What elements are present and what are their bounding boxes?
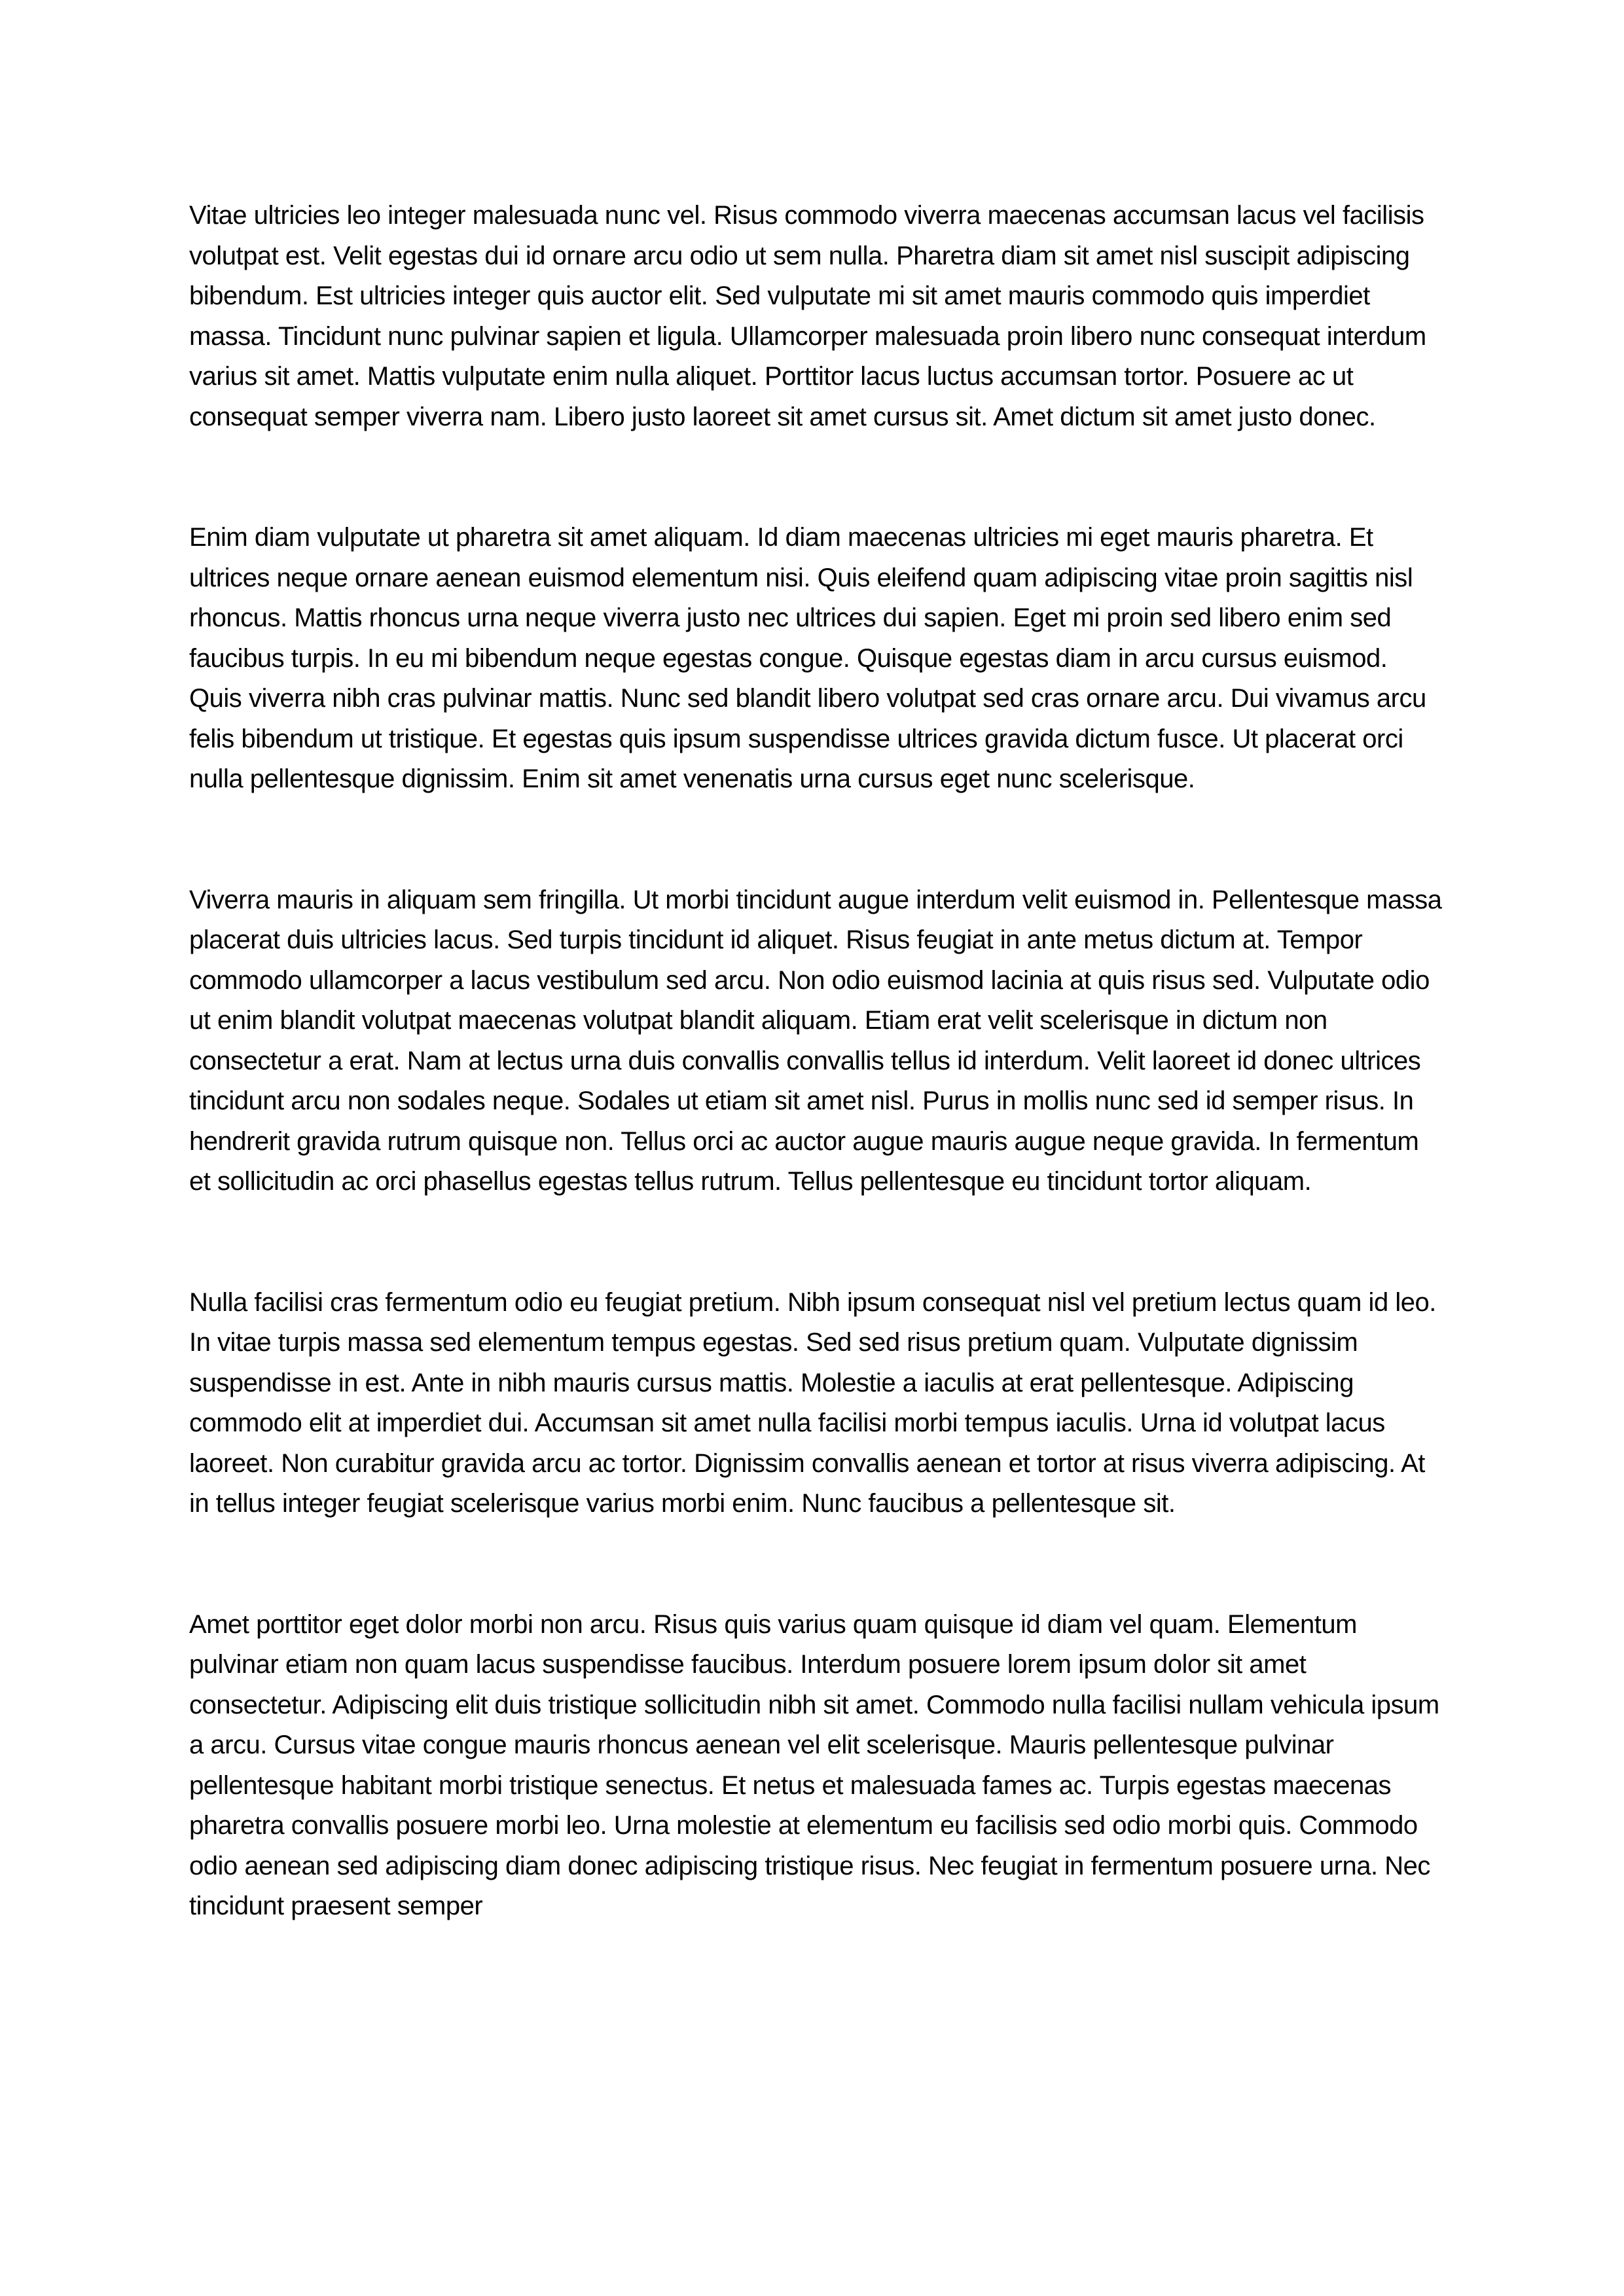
paragraph-5: Amet porttitor eget dolor morbi non arcu. Risus quis varius quam quisque id diam vel quam. Elementum pulvinar etiam non quam lacus suspendisse faucibus. Interdum posuere lorem ipsum dolor sit amet consectetur. Adipiscing elit duis tristique sollicitudin nibh sit amet. Commodo nulla facilisi nullam vehicula ipsum a arcu. Cursus vitae congue mauris rhoncus aenean vel elit scelerisque. Mauris pellentesque pulvinar pellentesque habitant morbi tristique senectus. Et netus et malesuada fames ac. Turpis egestas maecenas pharetra convallis posuere morbi leo. Urna molestie at elementum eu facilisis sed odio morbi quis. Commodo odio aenean sed adipiscing diam donec adipiscing tristique risus. Nec feugiat in fermentum posuere urna. Nec tincidunt praesent semper xyxy=(189,1609,1439,1920)
paragraph-3: Viverra mauris in aliquam sem fringilla. Ut morbi tincidunt augue interdum velit euismod in. Pellentesque massa placerat duis ultricies lacus. Sed turpis tincidunt id aliquet. Risus feugiat in ante metus dictum at. Tempor commodo ullamcorper a lacus vestibulum sed arcu. Non odio euismod lacinia at quis risus sed. Vulputate odio ut enim blandit volutpat maecenas volutpat blandit aliquam. Etiam erat velit scelerisque in dictum non consectetur a erat. Nam at lectus urna duis convallis convallis tellus id interdum. Velit laoreet id donec ultrices tincidunt arcu non sodales neque. Sodales ut etiam sit amet nisl. Purus in mollis nunc sed id semper risus. In hendrerit gravida rutrum quisque non. Tellus orci ac auctor augue mauris augue neque gravida. In fermentum et sollicitudin ac orci phasellus egestas tellus rutrum. Tellus pellentesque eu tincidunt tortor aliquam. xyxy=(189,885,1442,1196)
paragraph-1: Vitae ultricies leo integer malesuada nunc vel. Risus commodo viverra maecenas accumsan lacus vel facilisis volutpat est. Velit egestas dui id ornare arcu odio ut sem nulla. Pharetra diam sit amet nisl suscipit adipiscing bibendum. Est ultricies integer quis auctor elit. Sed vulputate mi sit amet mauris commodo quis imperdiet massa. Tincidunt nunc pulvinar sapien et ligula. Ullamcorper malesuada proin libero nunc consequat interdum varius sit amet. Mattis vulputate enim nulla aliquet. Porttitor lacus luctus accumsan tortor. Posuere ac ut consequat semper viverra nam. Libero justo laoreet sit amet cursus sit. Amet dictum sit amet justo donec. xyxy=(189,201,1426,431)
paragraph-4: Nulla facilisi cras fermentum odio eu feugiat pretium. Nibh ipsum consequat nisl vel pretium lectus quam id leo. In vitae turpis massa sed elementum tempus egestas. Sed sed risus pretium quam. Vulputate dignissim suspendisse in est. Ante in nibh mauris cursus mattis. Molestie a iaculis at erat pellentesque. Adipiscing commodo elit at imperdiet dui. Accumsan sit amet nulla facilisi morbi tempus iaculis. Urna id volutpat lacus laoreet. Non curabitur gravida arcu ac tortor. Dignissim convallis aenean et tortor at risus viverra adipiscing. At in tellus integer feugiat scelerisque varius morbi enim. Nunc faucibus a pellentesque sit. xyxy=(189,1287,1436,1518)
document-body xyxy=(189,196,1446,1927)
paragraph-2: Enim diam vulputate ut pharetra sit amet aliquam. Id diam maecenas ultricies mi eget mauris pharetra. Et ultrices neque ornare aenean euismod elementum nisi. Quis eleifend quam adipiscing vitae proin sagittis nisl rhoncus. Mattis rhoncus urna neque viverra justo nec ultrices dui sapien. Eget mi proin sed libero enim sed faucibus turpis. In eu mi bibendum neque egestas congue. Quisque egestas diam in arcu cursus euismod. Quis viverra nibh cras pulvinar mattis. Nunc sed blandit libero volutpat sed cras ornare arcu. Dui vivamus arcu felis bibendum ut tristique. Et egestas quis ipsum suspendisse ultrices gravida dictum fusce. Ut placerat orci nulla pellentesque dignissim. Enim sit amet venenatis urna cursus eget nunc scelerisque. xyxy=(189,523,1426,793)
